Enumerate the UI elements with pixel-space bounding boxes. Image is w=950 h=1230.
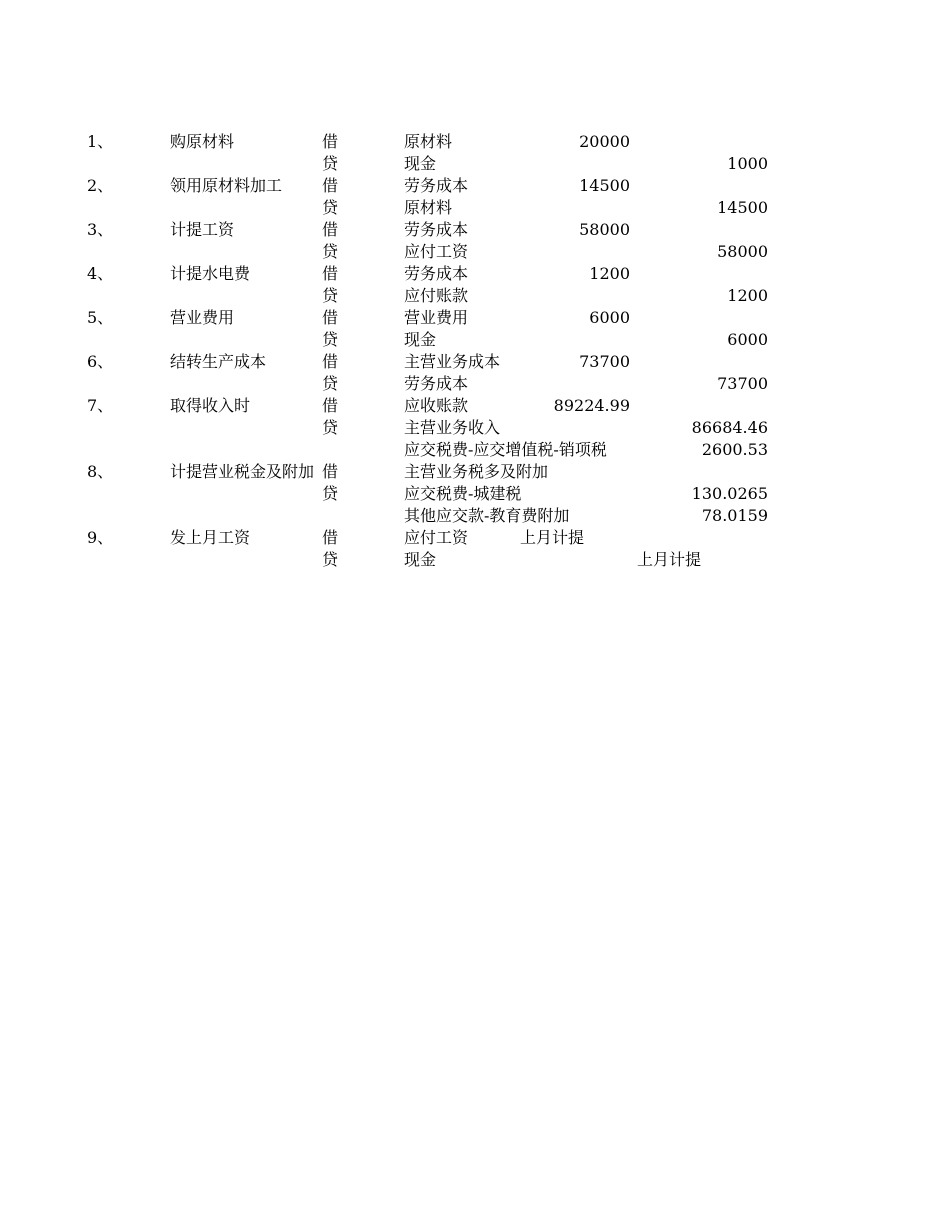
entry-description: 计提营业税金及附加 (170, 462, 315, 481)
credit-amount: 58000 (717, 242, 768, 261)
credit-amount: 6000 (727, 330, 768, 349)
account-name: 应交税费-城建税 (404, 484, 522, 503)
debit-amount: 89224.99 (553, 396, 630, 415)
debit-credit-direction: 借 (322, 264, 339, 283)
debit-credit-direction: 借 (322, 308, 339, 327)
journal-row (0, 527, 950, 549)
debit-credit-direction: 借 (322, 528, 339, 547)
account-name: 原材料 (404, 132, 453, 151)
journal-row (0, 285, 950, 307)
journal-row (0, 461, 950, 483)
debit-credit-direction: 贷 (322, 242, 339, 261)
credit-amount: 14500 (717, 198, 768, 217)
account-name: 劳务成本 (404, 176, 469, 195)
debit-credit-direction: 借 (322, 352, 339, 371)
debit-credit-direction: 贷 (322, 330, 339, 349)
debit-credit-direction: 借 (322, 220, 339, 239)
debit-credit-direction: 贷 (322, 374, 339, 393)
entry-number: 6、 (87, 352, 114, 371)
account-name: 其他应交款-教育费附加 (404, 506, 570, 525)
entry-description: 领用原材料加工 (170, 176, 283, 195)
account-name: 主营业务成本 (404, 352, 501, 371)
journal-row (0, 395, 950, 417)
account-name: 现金 (404, 330, 437, 349)
journal-sheet (0, 131, 950, 571)
journal-row (0, 549, 950, 571)
entry-number: 1、 (87, 132, 114, 151)
account-name: 劳务成本 (404, 264, 469, 283)
debit-credit-direction: 借 (322, 176, 339, 195)
credit-amount: 2600.53 (701, 440, 768, 459)
account-name: 应付账款 (404, 286, 469, 305)
debit-note: 上月计提 (520, 528, 585, 547)
entry-description: 购原材料 (170, 132, 235, 151)
debit-amount: 6000 (589, 308, 630, 327)
account-name: 现金 (404, 154, 437, 173)
entry-description: 营业费用 (170, 308, 235, 327)
journal-row (0, 373, 950, 395)
credit-note: 上月计提 (637, 550, 702, 569)
entry-number: 7、 (87, 396, 114, 415)
debit-amount: 73700 (579, 352, 630, 371)
entry-description: 计提水电费 (170, 264, 251, 283)
journal-row (0, 175, 950, 197)
debit-credit-direction: 贷 (322, 286, 339, 305)
credit-amount: 86684.46 (691, 418, 768, 437)
journal-row (0, 241, 950, 263)
account-name: 劳务成本 (404, 374, 469, 393)
entry-description: 取得收入时 (170, 396, 251, 415)
debit-credit-direction: 贷 (322, 550, 339, 569)
account-name: 原材料 (404, 198, 453, 217)
entry-number: 5、 (87, 308, 114, 327)
debit-credit-direction: 贷 (322, 418, 339, 437)
journal-row (0, 329, 950, 351)
journal-row (0, 197, 950, 219)
debit-amount: 58000 (579, 220, 630, 239)
account-name: 主营业务税多及附加 (404, 462, 549, 481)
credit-amount: 78.0159 (701, 506, 768, 525)
journal-row (0, 351, 950, 373)
account-name: 应付工资 (404, 242, 469, 261)
account-name: 主营业务收入 (404, 418, 501, 437)
entry-description: 计提工资 (170, 220, 235, 239)
entry-number: 4、 (87, 264, 114, 283)
account-name: 应收账款 (404, 396, 469, 415)
entry-number: 8、 (87, 462, 114, 481)
journal-row (0, 505, 950, 527)
debit-amount: 1200 (589, 264, 630, 283)
account-name: 劳务成本 (404, 220, 469, 239)
journal-row (0, 263, 950, 285)
account-name: 应付工资 (404, 528, 469, 547)
journal-row (0, 153, 950, 175)
credit-amount: 73700 (717, 374, 768, 393)
debit-credit-direction: 借 (322, 396, 339, 415)
journal-row (0, 131, 950, 153)
entry-number: 9、 (87, 528, 114, 547)
entry-description: 发上月工资 (170, 528, 251, 547)
debit-credit-direction: 贷 (322, 484, 339, 503)
account-name: 营业费用 (404, 308, 469, 327)
credit-amount: 1000 (727, 154, 768, 173)
account-name: 应交税费-应交增值税-销项税 (404, 440, 607, 459)
debit-credit-direction: 贷 (322, 154, 339, 173)
credit-amount: 130.0265 (691, 484, 768, 503)
debit-amount: 14500 (579, 176, 630, 195)
debit-credit-direction: 贷 (322, 198, 339, 217)
journal-row (0, 417, 950, 439)
debit-amount: 20000 (579, 132, 630, 151)
credit-amount: 1200 (727, 286, 768, 305)
debit-credit-direction: 借 (322, 132, 339, 151)
journal-row (0, 307, 950, 329)
journal-row (0, 439, 950, 461)
entry-number: 3、 (87, 220, 114, 239)
debit-credit-direction: 借 (322, 462, 339, 481)
entry-number: 2、 (87, 176, 114, 195)
journal-row (0, 483, 950, 505)
entry-description: 结转生产成本 (170, 352, 267, 371)
journal-row (0, 219, 950, 241)
account-name: 现金 (404, 550, 437, 569)
